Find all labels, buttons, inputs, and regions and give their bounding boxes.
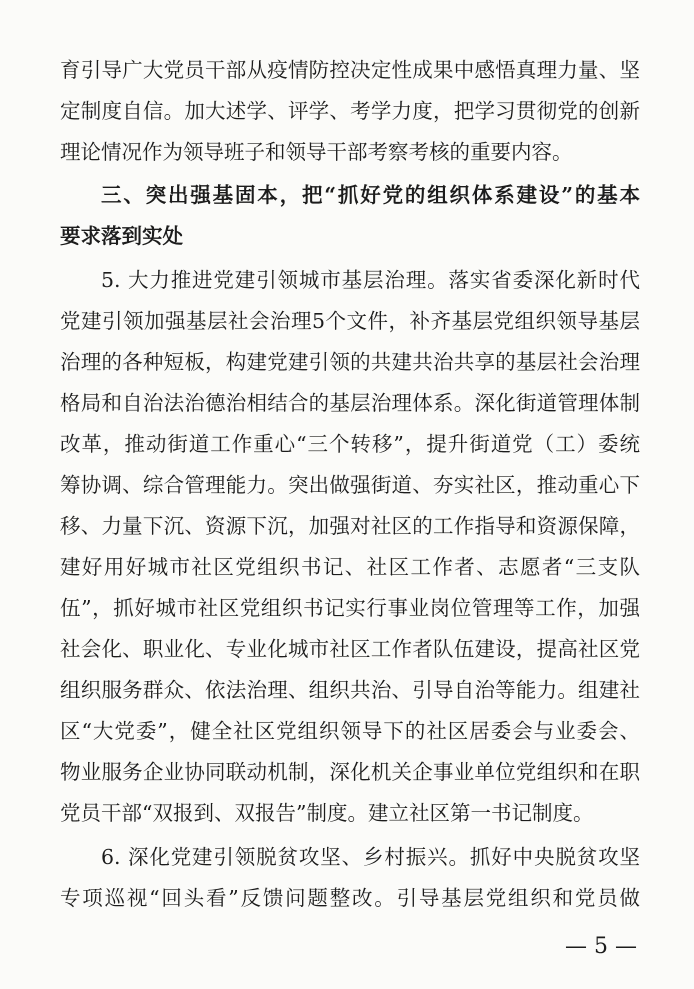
body-text-line: 党建引领加强基层社会治理5个文件，补齐基层党组织领导基层 [60, 309, 640, 333]
body-text-line: 社会化、职业化、专业化城市社区工作者队伍建设，提高社区党 [60, 637, 640, 661]
paragraph-6-first-line: 6. 深化党建引领脱贫攻坚、乡村振兴。抓好中央脱贫攻坚 [101, 845, 640, 869]
body-text-line: 区“大党委”，健全社区党组织领导下的社区居委会与业委会、 [60, 719, 640, 743]
body-text-line: 育引导广大党员干部从疫情防控决定性成果中感悟真理力量、坚 [60, 58, 640, 82]
body-text-line: 伍”，抓好城市社区党组织书记实行事业岗位管理等工作，加强 [60, 596, 640, 620]
body-text-line: 物业服务企业协同联动机制，深化机关企事业单位党组织和在职 [60, 760, 640, 784]
body-text-line: 移、力量下沉、资源下沉，加强对社区的工作指导和资源保障， [60, 514, 640, 538]
section-heading: 三、突出强基固本，把“抓好党的组织体系建设”的基本 [101, 183, 640, 207]
body-text-line: 格局和自治法治德治相结合的基层治理体系。深化街道管理体制 [60, 391, 640, 415]
body-text-line: 定制度自信。加大述学、评学、考学力度，把学习贯彻党的创新 [60, 99, 640, 123]
body-text-line: 筹协调、综合管理能力。突出做强街道、夯实社区，推动重心下 [60, 473, 640, 497]
paragraph-5-first-line: 5. 大力推进党建引领城市基层治理。落实省委深化新时代 [101, 268, 640, 292]
body-text-line: 改革，推动街道工作重心“三个转移”，提升街道党（工）委统 [60, 432, 640, 456]
body-text-line: 建好用好城市社区党组织书记、社区工作者、志愿者“三支队 [60, 555, 640, 579]
body-text-line: 治理的各种短板，构建党建引领的共建共治共享的基层社会治理 [60, 350, 640, 374]
section-heading-continued: 要求落到实处 [60, 224, 183, 248]
body-text-line: 组织服务群众、依法治理、组织共治、引导自治等能力。组建社 [60, 678, 640, 702]
body-text-line: 党员干部“双报到、双报告”制度。建立社区第一书记制度。 [60, 801, 594, 825]
body-text-line: 专项巡视“回头看”反馈问题整改。引导基层党组织和党员做 [60, 886, 640, 910]
page-number: — 5 — [565, 934, 637, 959]
body-text-line: 理论情况作为领导班子和领导干部考察考核的重要内容。 [60, 140, 573, 164]
